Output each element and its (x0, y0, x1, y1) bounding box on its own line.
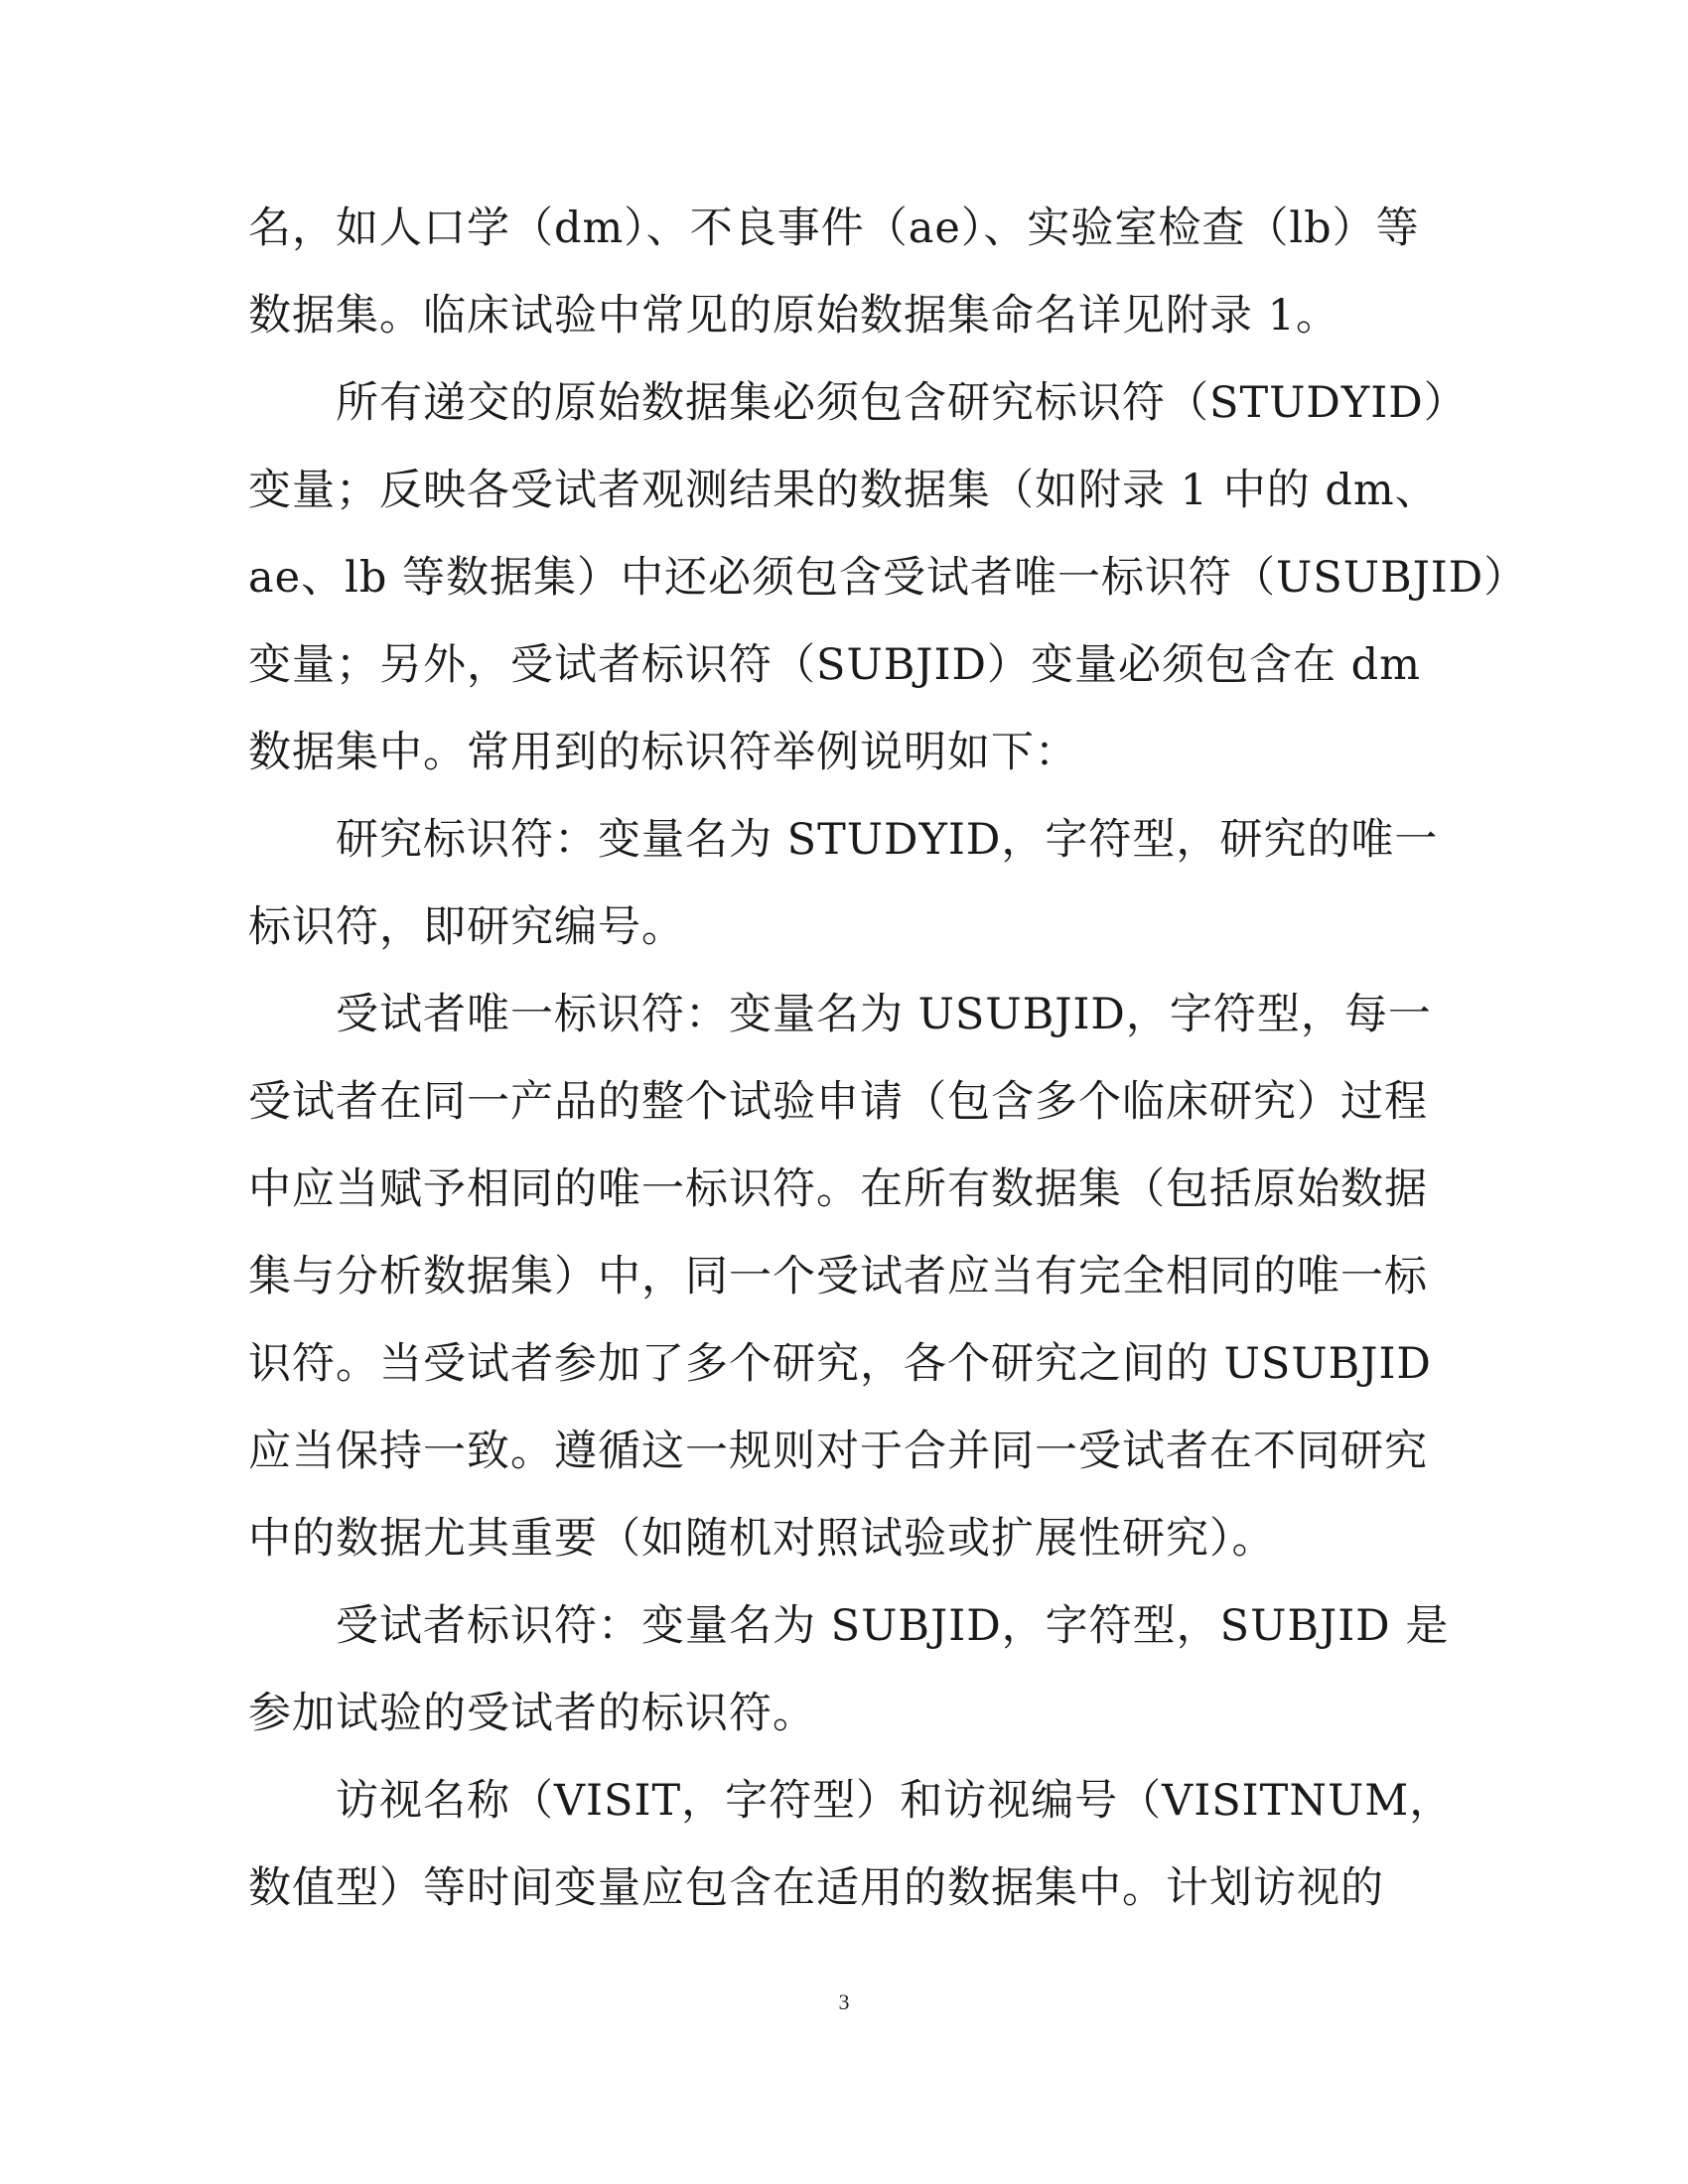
text-line: 数据集中。常用到的标识符举例说明如下： (248, 728, 1078, 777)
text-line: 名，如人口学（dm）、不良事件（ae）、实验室检查（lb）等 (248, 204, 1420, 253)
text-line: 标识符，即研究编号。 (248, 902, 685, 952)
text-line: 数值型）等时间变量应包含在适用的数据集中。计划访视的 (248, 1863, 1384, 1913)
text-line: 变量；反映各受试者观测结果的数据集（如附录 1 中的 dm、 (248, 466, 1439, 515)
text-line: 受试者在同一产品的整个试验申请（包含多个临床研究）过程 (248, 1077, 1428, 1127)
paragraph-start-line: 研究标识符：变量名为 STUDYID，字符型，研究的唯一 (336, 815, 1439, 865)
body-text (248, 185, 1528, 1932)
paragraph-start-line: 所有递交的原始数据集必须包含研究标识符（STUDYID） (336, 378, 1468, 428)
text-line: 中的数据尤其重要（如随机对照试验或扩展性研究）。 (248, 1514, 1276, 1564)
text-line: ae、lb 等数据集）中还必须包含受试者唯一标识符（USUBJID） (248, 553, 1528, 603)
text-line: 集与分析数据集）中，同一个受试者应当有完全相同的唯一标 (248, 1252, 1428, 1301)
text-line: 变量；另外，受试者标识符（SUBJID）变量必须包含在 dm (248, 640, 1421, 690)
text-line: 参加试验的受试者的标识符。 (248, 1689, 816, 1738)
page-number: 3 (838, 1989, 850, 2014)
text-line: 识符。当受试者参加了多个研究，各个研究之间的 USUBJID (248, 1339, 1432, 1389)
text-line: 数据集。临床试验中常见的原始数据集命名详见附录 1。 (248, 291, 1340, 341)
paragraph-start-line: 受试者唯一标识符：变量名为 USUBJID，字符型，每一 (336, 990, 1432, 1039)
paragraph-start-line: 受试者标识符：变量名为 SUBJID，字符型，SUBJID 是 (336, 1601, 1450, 1651)
text-line: 中应当赋予相同的唯一标识符。在所有数据集（包括原始数据 (248, 1164, 1428, 1214)
paragraph-start-line: 访视名称（VISIT，字符型）和访视编号（VISITNUM， (336, 1776, 1454, 1826)
text-line: 应当保持一致。遵循这一规则对于合并同一受试者在不同研究 (248, 1427, 1428, 1476)
